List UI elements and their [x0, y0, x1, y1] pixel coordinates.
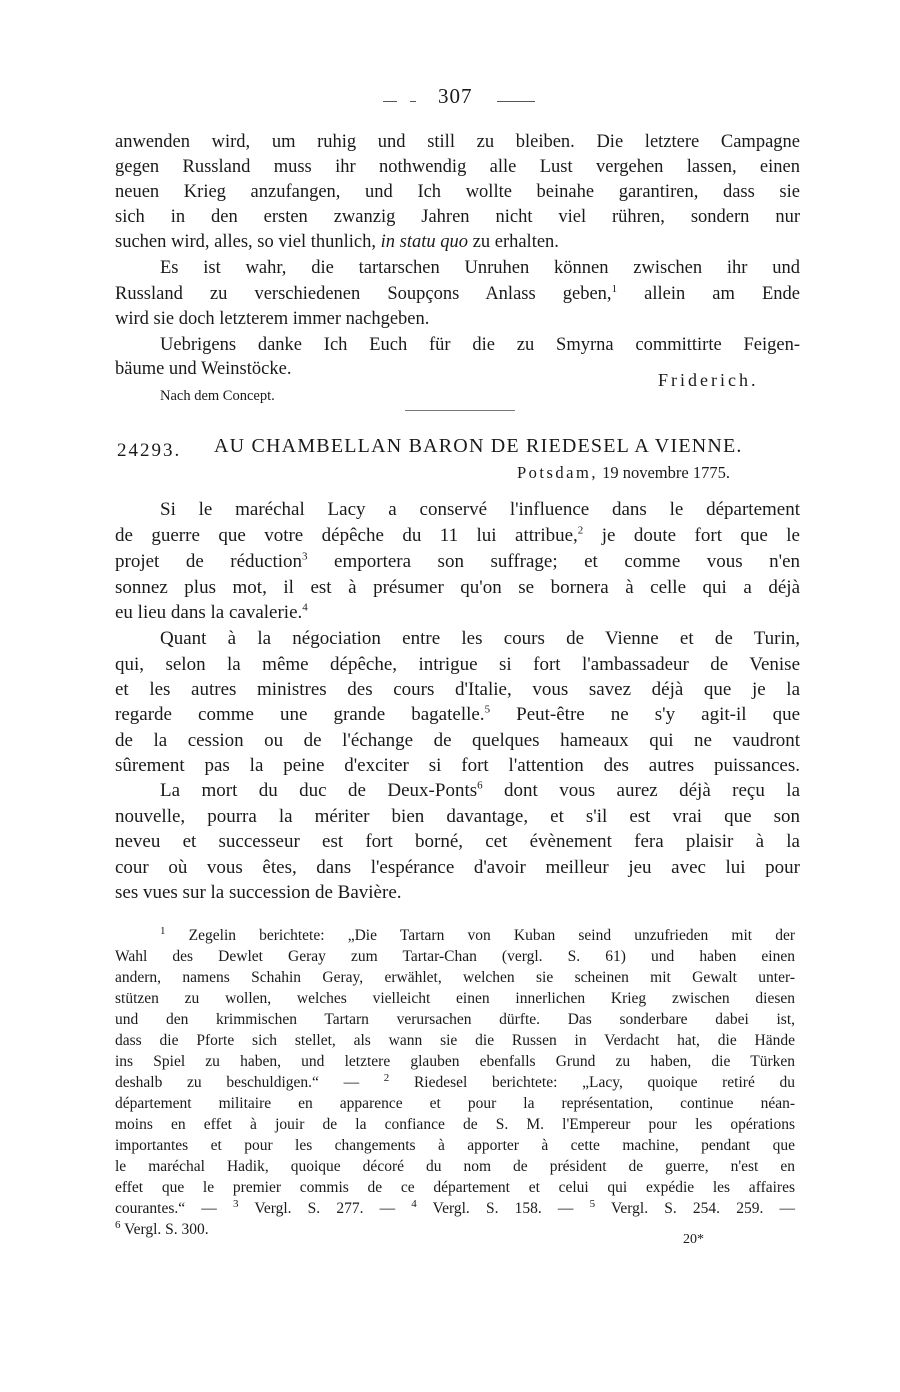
text-span: La mort du duc de Deux-Ponts — [160, 780, 478, 801]
text-line: cour où vous êtes, dans l'espérance d'avoir meilleur jeu avec lui pour — [115, 857, 800, 878]
text-line — [115, 282, 800, 306]
footnote-mark: 3 — [302, 550, 308, 563]
text-line: sonnez plus mot, il est à présumer qu'on se bornera à celle qui a déjà — [115, 577, 800, 598]
text-span: zu erhalten. — [472, 232, 559, 252]
text-span: Vergl. S. 254. 259. — — [610, 1200, 795, 1217]
date: 19 novembre 1775. — [602, 463, 730, 482]
text-line: gegen Russland muss ihr nothwendig alle Lust vergehen lassen, einen — [115, 157, 800, 177]
letter-number: 24293. — [117, 440, 182, 461]
text-line: de la cession ou de l'échange de quelques hameaux qui ne vaudront — [115, 730, 800, 751]
footnote-mark: 2 — [577, 524, 584, 537]
footnote-line: moins en effet à jouir de la confiance de S. M. l'Empereur pour les opérations — [115, 1116, 795, 1133]
footnote-mark: 4 — [302, 601, 308, 614]
text-span: dont vous aurez déjà reçu la — [504, 780, 800, 801]
letter-heading: AU CHAMBELLAN BARON DE RIEDESEL A VIENNE. — [214, 435, 743, 457]
text-span: courantes.“ — — [115, 1200, 217, 1217]
italic-phrase: in statu quo — [380, 232, 469, 252]
footnote-line: dass die Pforte sich stellet, als wann sie die Russen in Verdacht hat, die Hände — [115, 1032, 795, 1049]
dateline — [517, 463, 730, 483]
separator-rule — [405, 410, 515, 411]
header-rule-left-2 — [410, 101, 416, 102]
text-line — [115, 703, 800, 727]
text-line: bäume und Weinstöcke. — [115, 359, 292, 379]
text-line: wird sie doch letzterem immer nachgeben. — [115, 309, 430, 329]
text-line: anwenden wird, um ruhig und still zu bleiben. Die letztere Campagne — [115, 132, 800, 152]
text-span: Vergl. S. 300. — [124, 1221, 209, 1238]
text-line: Quant à la négociation entre les cours de Vienne et de Turin, — [160, 628, 800, 649]
footnote-mark: 5 — [484, 703, 491, 716]
footnote-mark: 1 — [611, 282, 618, 295]
footnote-line: effet que le premier commis de ce département et celui qui expédie les affaires — [115, 1179, 795, 1196]
text-line — [115, 550, 800, 574]
text-line: neuen Krieg anzufangen, und Ich wollte beinahe garantiren, dass sie — [115, 182, 800, 202]
footnote-line: und den krimmischen Tartarn verursachen dürfte. Das sonderbare dabei ist, — [115, 1011, 795, 1028]
text-line — [115, 601, 800, 625]
text-span: allein am Ende — [644, 284, 800, 304]
footnote-mark: 4 — [411, 1197, 417, 1210]
text-span: emportera son suffrage; et comme vous n'en — [334, 551, 801, 572]
text-span: de guerre que votre dépêche du 11 lui attribue, — [115, 525, 578, 546]
text-span: Peut-être ne s'y agit-il que — [516, 704, 800, 725]
text-line: Es ist wahr, die tartarschen Unruhen können zwischen ihr und — [160, 258, 800, 278]
footnote-mark: 6 — [477, 779, 483, 792]
text-span: deshalb zu beschuldigen.“ — — [115, 1074, 360, 1091]
footnote-mark: 6 — [115, 1218, 121, 1231]
text-line: Uebrigens danke Ich Euch für die zu Smyrna committirte Feigen- — [160, 335, 800, 355]
footnote-line: andern, namens Schahin Geray, erwählet, welchen sie scheinen mit Gewalt unter- — [115, 969, 795, 986]
footnote-line: ins Spiel zu haben, und letztere glauben ebenfalls Grund zu haben, die Türken — [115, 1053, 795, 1070]
text-span: eu lieu dans la cavalerie. — [115, 602, 303, 623]
header-rule-right — [497, 101, 535, 102]
source-note: Nach dem Concept. — [160, 388, 275, 404]
text-line — [115, 230, 800, 254]
text-line: ses vues sur la succession de Bavière. — [115, 882, 402, 903]
text-span: regarde comme une grande bagatelle. — [115, 704, 485, 725]
footnote-line — [115, 1199, 795, 1219]
footnote-line — [160, 926, 795, 946]
footnote-line: stützen zu wollen, welches vielleicht einen innerlichen Krieg zwischen diesen — [115, 990, 795, 1007]
text-span: projet de réduction — [115, 551, 303, 572]
footnote-line — [115, 1073, 795, 1093]
signature: Friderich. — [658, 370, 759, 390]
footnote-line: département militaire en apparence et pour la représentation, continue néan- — [115, 1095, 795, 1112]
text-line: et les autres ministres des cours d'Italie, vous savez déjà que je la — [115, 679, 800, 700]
text-span: je doute fort que le — [601, 525, 800, 546]
text-span: Riedesel berichtete: „Lacy, quoique retiré du — [413, 1074, 796, 1091]
footnote-line: le maréchal Hadik, quoique décoré du nom de président de guerre, n'est en — [115, 1158, 795, 1175]
footnote-mark: 5 — [589, 1197, 596, 1210]
header-rule-left-1 — [383, 101, 397, 102]
footnote-line: importantes et pour les changements à apporter à cette machine, pendant que — [115, 1137, 795, 1154]
signature-mark: 20* — [683, 1232, 704, 1247]
footnote-line: Wahl des Dewlet Geray zum Tartar-Chan (vergl. S. 61) und haben einen — [115, 948, 795, 965]
place: Potsdam, — [517, 463, 598, 482]
text-line — [160, 779, 800, 803]
text-line: qui, selon la même dépêche, intrigue si fort l'ambassadeur de Venise — [115, 654, 800, 675]
text-line — [115, 524, 800, 548]
text-line: sich in den ersten zwanzig Jahren nicht viel rühren, sondern nur — [115, 207, 800, 227]
text-line: neveu et successeur est fort borné, cet évènement fera plaisir à la — [115, 831, 800, 852]
text-line: sûrement pas la peine d'exciter si fort l'attention des autres puissances. — [115, 755, 800, 776]
text-span: Vergl. S. 158. — — [432, 1200, 574, 1217]
footnote-mark: 1 — [160, 924, 166, 937]
text-span: Russland zu verschiedenen Soupçons Anlass geben, — [115, 284, 612, 304]
footnote-mark: 3 — [232, 1197, 239, 1210]
text-span: Zegelin berichtete: „Die Tartarn von Kuban seind unzufrieden mit der — [188, 927, 795, 944]
page-number: 307 — [438, 84, 473, 108]
footnote-mark: 2 — [383, 1071, 390, 1084]
text-span: suchen wird, alles, so viel thunlich, — [115, 232, 377, 252]
text-line: Si le maréchal Lacy a conservé l'influence dans le département — [160, 499, 800, 520]
text-span: Vergl. S. 277. — — [254, 1200, 396, 1217]
text-line: nouvelle, pourra la mériter bien davantage, et s'il est vrai que son — [115, 806, 800, 827]
